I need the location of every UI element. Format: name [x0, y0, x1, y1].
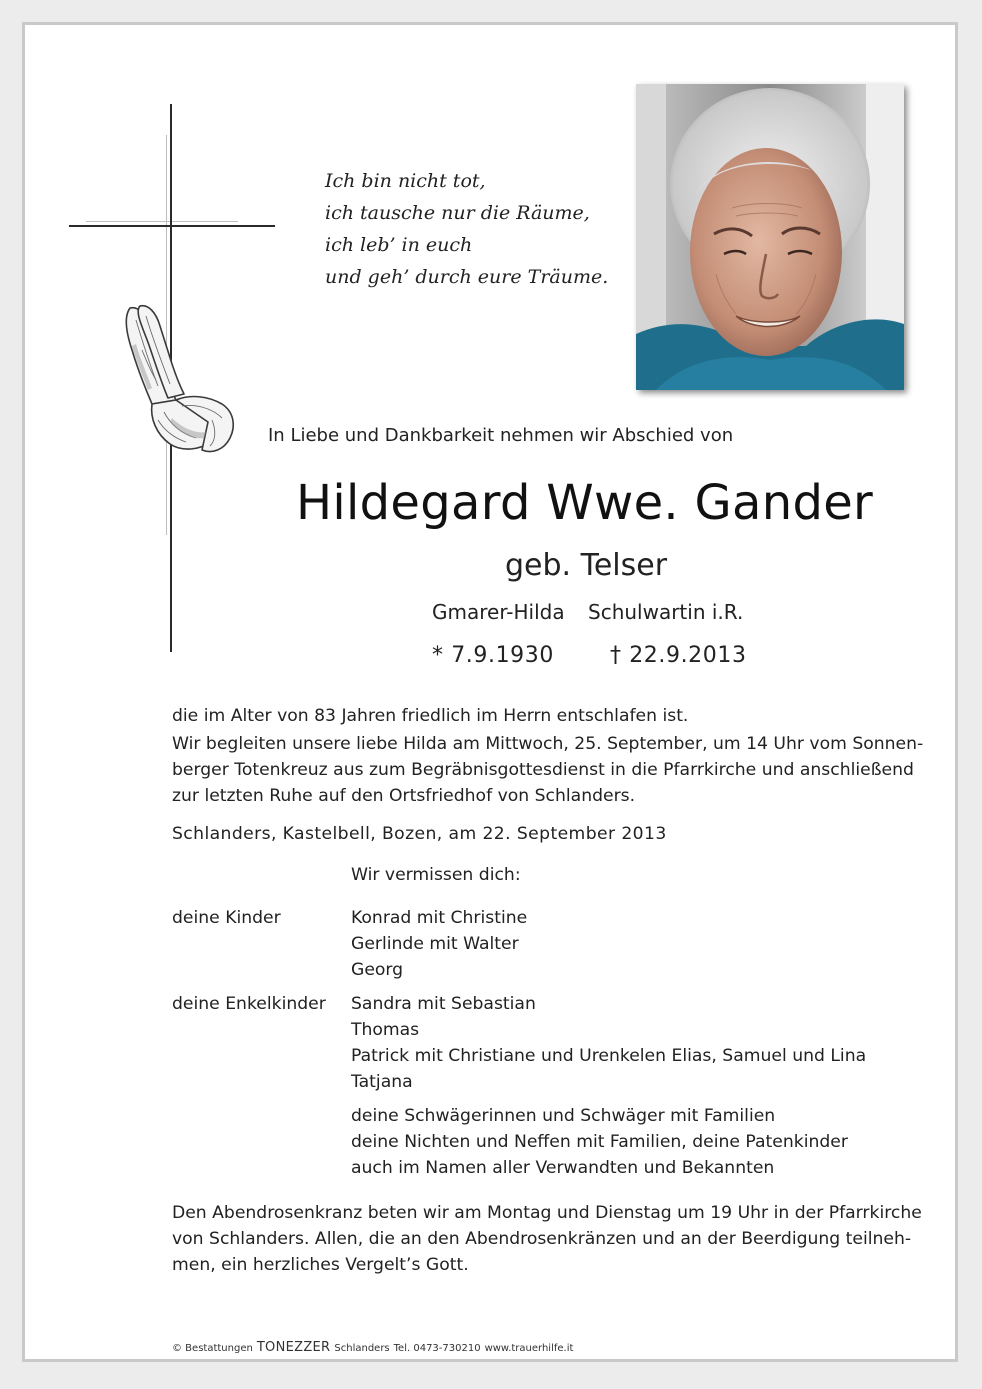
quote — [325, 165, 615, 293]
cross-shadow-horizontal — [86, 221, 238, 222]
quote-line: ich leb’ in euch — [325, 234, 473, 256]
intro-text: In Liebe und Dankbarkeit nehmen wir Abschied von — [268, 425, 734, 446]
funeral-paragraph — [172, 731, 923, 809]
list-item: Sandra mit Sebastian — [351, 994, 536, 1014]
list-item: Tatjana — [351, 1072, 413, 1092]
deceased-name: Hildegard Wwe. Gander — [296, 475, 874, 531]
list-item: Gerlinde mit Walter — [351, 934, 519, 954]
paragraph-line: von Schlanders. Allen, die an den Abendrosenkränzen und an der Beerdigung teilneh- — [172, 1229, 912, 1249]
nickname: Gmarer-Hilda — [432, 600, 565, 624]
paragraph-line: Den Abendrosenkranz beten wir am Montag und Dienstag um 19 Uhr in der Pfarrkirche — [172, 1203, 922, 1223]
footer-brand: TONEZZER — [256, 1340, 331, 1355]
birth-name: geb. Telser — [505, 548, 668, 583]
paragraph-line: berger Totenkreuz aus zum Begräbnisgottesdienst in die Pfarrkirche und anschließend — [172, 760, 914, 780]
occupation: Schulwartin i.R. — [588, 600, 744, 624]
grandchildren-label: deine Enkelkinder — [172, 994, 326, 1014]
quote-line: und geh’ durch eure Träume. — [325, 266, 609, 288]
footer-phone: Tel. 0473-730210 — [393, 1343, 481, 1354]
place-date: Schlanders, Kastelbell, Bozen, am 22. September 2013 — [172, 824, 667, 844]
birth-date: * 7.9.1930 — [432, 643, 554, 668]
praying-hands-icon — [112, 300, 240, 460]
rosary-paragraph — [172, 1200, 922, 1278]
other-relatives-list — [351, 1103, 848, 1181]
paragraph-line: zur letzten Ruhe auf den Ortsfriedhof von Schlanders. — [172, 786, 636, 806]
cross-bar — [69, 225, 275, 227]
footer — [172, 1340, 577, 1355]
age-paragraph: die im Alter von 83 Jahren friedlich im Herrn entschlafen ist. — [172, 706, 689, 726]
list-item: auch im Namen aller Verwandten und Bekannten — [351, 1158, 775, 1178]
footer-website[interactable]: www.trauerhilfe.it — [484, 1343, 574, 1354]
list-item: deine Schwägerinnen und Schwäger mit Familien — [351, 1106, 776, 1126]
list-item: Thomas — [351, 1020, 420, 1040]
list-item: Georg — [351, 960, 404, 980]
quote-line: Ich bin nicht tot, — [325, 170, 486, 192]
children-label: deine Kinder — [172, 908, 281, 928]
list-item: Patrick mit Christiane und Urenkelen Elias, Samuel und Lina — [351, 1046, 867, 1066]
list-item: deine Nichten und Neffen mit Familien, deine Patenkinder — [351, 1132, 848, 1152]
death-date: † 22.9.2013 — [610, 643, 747, 668]
list-item: Konrad mit Christine — [351, 908, 528, 928]
children-list — [351, 905, 527, 983]
quote-line: ich tausche nur die Räume, — [325, 202, 590, 224]
grandchildren-list — [351, 991, 866, 1095]
footer-copyright: © Bestattungen — [172, 1343, 253, 1354]
portrait-photo — [636, 84, 904, 390]
paragraph-line: men, ein herzliches Vergelt’s Gott. — [172, 1255, 469, 1275]
mourners-heading: Wir vermissen dich: — [351, 865, 521, 885]
footer-city: Schlanders — [334, 1343, 390, 1354]
paragraph-line: Wir begleiten unsere liebe Hilda am Mittwoch, 25. September, um 14 Uhr vom Sonnen- — [172, 734, 924, 754]
